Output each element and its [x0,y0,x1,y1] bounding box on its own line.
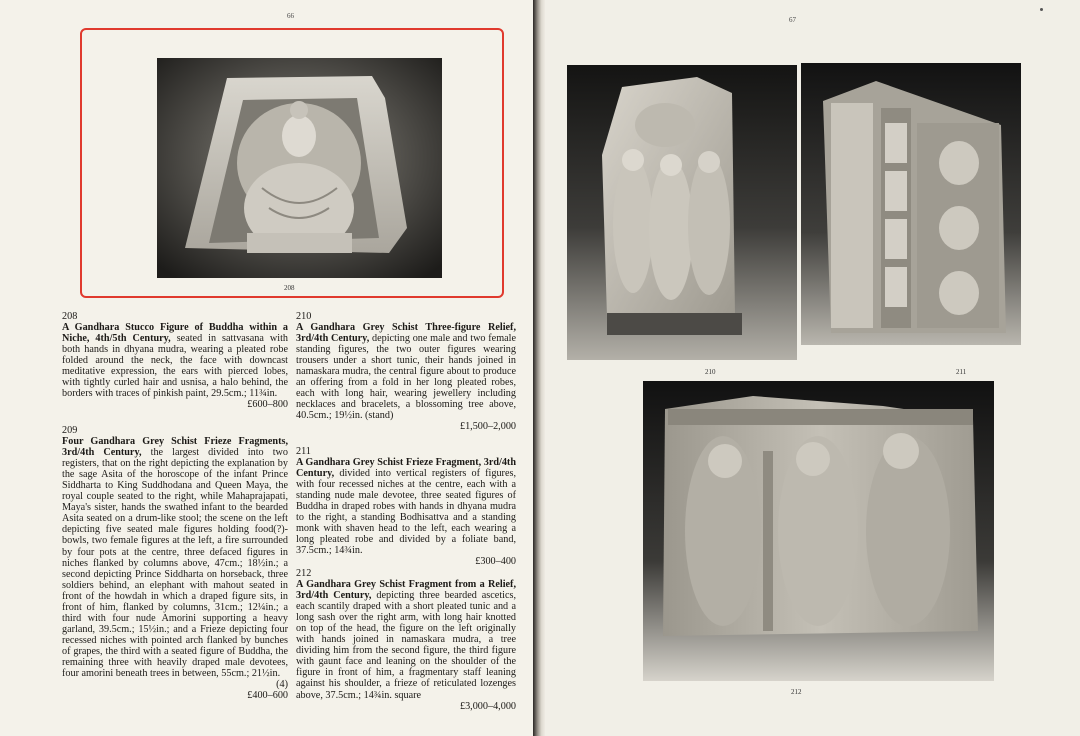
lot-number: 210 [296,311,312,322]
page-number-left: 66 [287,12,294,20]
lot-description: depicting one male and two female standing figures, the two outer figures wearing trousers under a short tunic, their hands joined in namaskara mudra, the central figure about to produce an offering from a fold in her long pleated robes, each with long hair, wearing jewellery including necklaces and bracelets, a blossoming tree above, 40.5cm.; 19½in. (stand) [296,333,517,422]
lot-number: 212 [296,568,312,579]
lot-estimate: £1,500–2,000 [459,421,516,433]
paper-speck [1040,8,1043,11]
photo-lot-210 [567,65,797,360]
lot-description: depicting three bearded ascetics, each scantily draped with a short pleated tunic and a long sash over the right arm, with long hair knotted on top of the head, the figure on the left originally with hands joined in namaskara mudra, a tree dividing him from the second figure, the third figure with gaunt face and leaning on the shoulder of the figure in front of him, a fragmentary staff leaning against his shoulder, a frieze of reticulated lozenges above, 37.5cm.; 14¾in. square [296,590,517,701]
lot-number: 208 [62,311,78,322]
lot-209-entry [62,425,288,701]
left-page [0,0,533,736]
page-number-right: 67 [789,16,796,24]
highlight-box [80,28,504,298]
lot-estimate: £400–600 [247,690,288,702]
lot-208-entry [62,311,288,410]
lot-quantity: (4) [276,679,288,691]
lot-description: divided into vertical registers of figures, with four recessed niches at the centre, each with a standing nude male devotee, three seated figures of Buddha in draped robes with hands in dhyana mudra to the right, a standing Bodhisattva and a standing monk with shaven head to the left, each wearing a long pleated robe and divided by a foliate band, 37.5cm.; 14¾in. [296,468,516,557]
lot-title: Four Gandhara Grey Schist Frieze Fragments, 3rd/4th Century, [62,436,288,459]
photo-caption-212: 212 [791,688,802,696]
book-gutter [533,0,545,736]
lot-title: A Gandhara Stucco Figure of Buddha within a Niche, 4th/5th Century, [62,322,288,345]
lot-title: A Gandhara Grey Schist Fragment from a Relief, 3rd/4th Century, [296,579,516,602]
photo-lot-211 [801,63,1021,345]
lot-210-entry [296,311,516,433]
photo-caption-210: 210 [705,368,716,376]
lot-number: 211 [296,446,311,457]
lot-estimate: £300–400 [475,556,516,568]
lot-description: seated in sattvasana with both hands in dhyana mudra, wearing a pleated robe folded around the neck, the face with downcast meditative expression, the ears with pierced lobes, with tightly curled hair and usnisa, a halo behind, the borders with traces of pinkish paint, 29.5cm.; 11¾in. [62,333,288,400]
lot-title: A Gandhara Grey Schist Three-figure Relief, 3rd/4th Century, [296,322,516,345]
right-page [545,0,1080,736]
photo-caption-208: 208 [284,284,295,292]
lot-212-entry [296,568,516,712]
lot-estimate: £3,000–4,000 [459,700,516,712]
lot-estimate: £600–800 [247,399,288,411]
photo-lot-212 [643,381,994,681]
lot-211-entry [296,446,516,568]
photo-caption-211: 211 [956,368,967,376]
lot-number: 209 [62,425,78,436]
lot-title: A Gandhara Grey Schist Frieze Fragment, 3rd/4th Century, [296,457,516,480]
lot-description: the largest divided into two registers, that on the right depicting the explanation by the sage Asita of the horoscope of the infant Prince Siddharta to King Suddhodana and Queen Maya, the royal couple seated to the right, while Mahaprajapati, Maya's sister, hands the swathed infant to the bearded Asita seated on a drum-like stool; the scene on the left depicting five seated male figures holding food(?)-bowls, two female figures at the left, a fire surrounded by four pots at the centre, three defaced figures in niches flanked by columns above, 47cm.; 18½in.; a second depicting Prince Siddharta on horseback, three soldiers behind, an elephant with mahout seated in front of the howdah in which a draped figure sits, in front of him, flanked by columns, 31cm.; 12¼in.; a third with four nude Amorini supporting a heavy garland, 39.5cm.; 15½in.; and a Frieze depicting four recessed niches with pointed arch flanked by bunches of grapes, the third with a seated figure of Buddha, the remaining three with heavily draped male devotees, four amorini beneath trees in between, 55cm.; 21½in. [62,447,289,680]
